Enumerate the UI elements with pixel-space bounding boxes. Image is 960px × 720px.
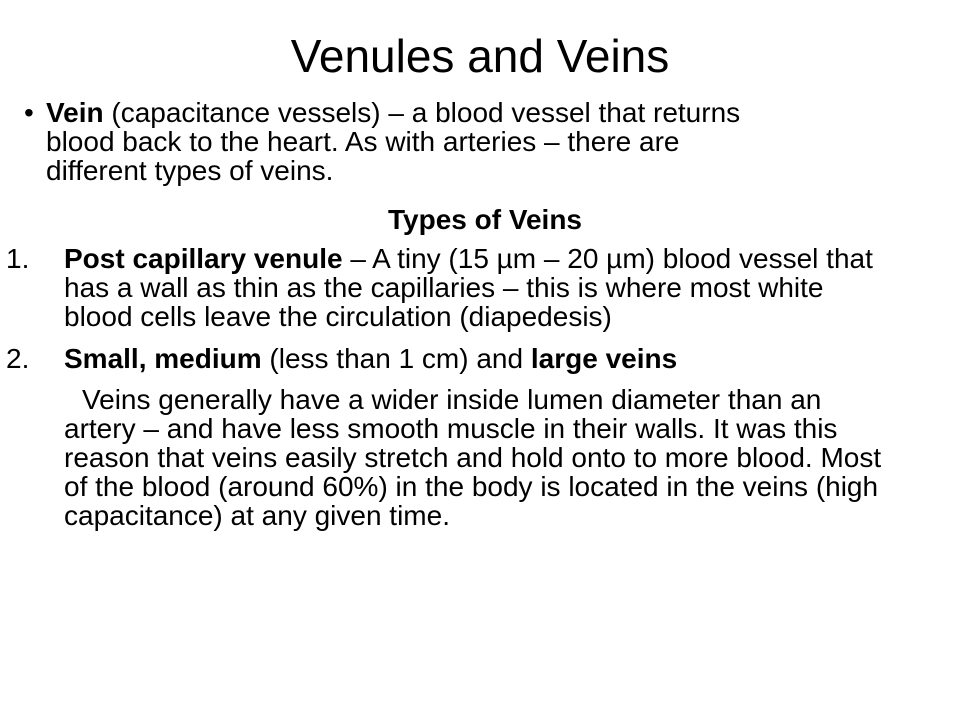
list-item-post-capillary-venule xyxy=(0,244,874,331)
small-medium-term: Small, medium xyxy=(64,343,262,374)
slide-content xyxy=(0,98,960,530)
vein-definition-bullet xyxy=(0,98,746,185)
vein-term: Vein xyxy=(46,97,104,128)
post-capillary-venule-term: Post capillary venule xyxy=(64,243,343,274)
types-of-veins-heading: Types of Veins xyxy=(388,204,582,235)
slide-title: Venules and Veins xyxy=(290,30,670,82)
bullet-marker: • xyxy=(24,97,34,128)
post-capillary-venule-text: – A tiny (15 µm – 20 µm) blood vessel that has a wall as thin as the capillaries – this is where most white blood cells leave the circulation (diapedesis) xyxy=(64,243,873,332)
list-number: 2. xyxy=(6,343,30,374)
vein-definition-text: (capacitance vessels) – a blood vessel that returns blood back to the heart. As with arteries – there are different types of veins. xyxy=(46,97,741,186)
large-veins-term: large veins xyxy=(530,343,678,374)
list-item-small-medium-large-veins xyxy=(0,344,864,373)
small-medium-text: (less than 1 cm) and xyxy=(261,343,531,374)
veins-explanation-paragraph: Veins generally have a wider inside lumen diameter than an artery – and have less smooth muscle in their walls. It was this reason that veins easily stretch and hold onto to more blood. Most of the blood (around 60%) in the body is located in the veins (high capacitance) at any given time. xyxy=(64,384,882,531)
list-number: 1. xyxy=(6,243,30,274)
